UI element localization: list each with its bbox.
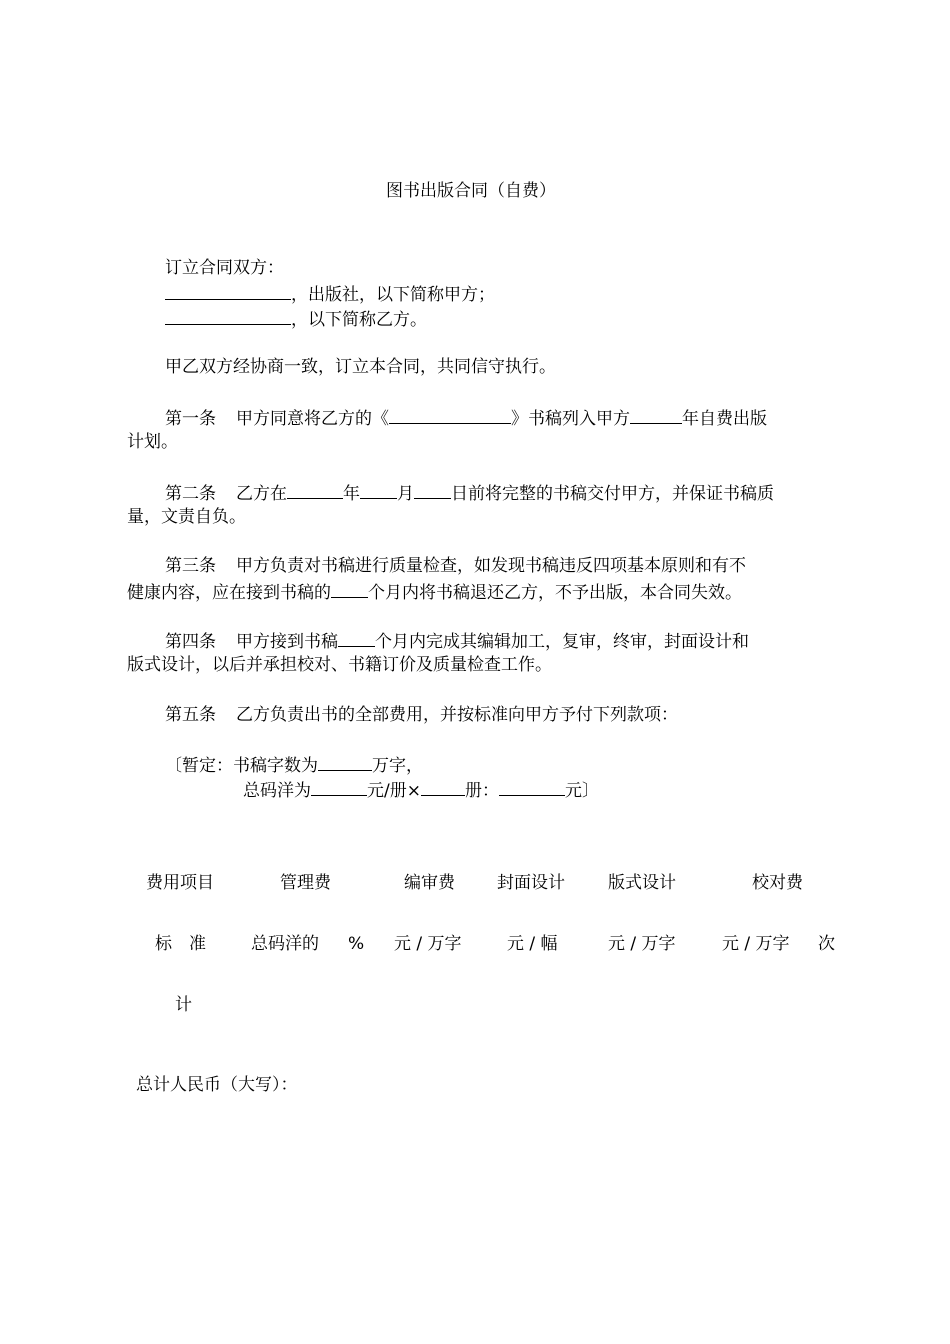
article-1-part-1: 甲方同意将乙方的《 xyxy=(236,409,389,429)
estimate-line-2-part-1: 总码洋为 xyxy=(243,781,311,801)
article-1-line-2: 计划。 xyxy=(127,432,178,452)
party-a-suffix: ，出版社，以下简称甲方； xyxy=(291,285,495,305)
book-title-blank xyxy=(389,405,511,424)
article-2-part-4: 日前将完整的书稿交付甲方，并保证书稿质 xyxy=(451,484,774,504)
total-price-blank xyxy=(499,777,565,796)
article-4-label: 第四条 xyxy=(165,632,216,652)
party-b-blank xyxy=(165,306,291,325)
estimate-line-1 xyxy=(165,752,423,778)
fee-header-proofreading: 校对费 xyxy=(752,873,803,893)
article-4-line-2: 版式设计，以后并承担校对、书籍订价及质量检查工作。 xyxy=(127,655,552,675)
article-1-label: 第一条 xyxy=(165,409,216,429)
article-4-line-1 xyxy=(165,628,749,654)
article-2-part-2: 年 xyxy=(343,484,360,504)
price-per-copy-blank xyxy=(311,777,367,796)
article-5-text: 乙方负责出书的全部费用，并按标准向甲方予付下列款项： xyxy=(236,705,678,725)
estimate-line-2-part-2: 元/册× xyxy=(367,781,421,801)
article-5-line xyxy=(165,703,678,727)
editing-months-blank xyxy=(338,628,375,647)
fee-standard-management: 总码洋的 xyxy=(251,934,319,954)
fee-subtotal-label: 计 xyxy=(175,995,192,1015)
article-2-part-3: 月 xyxy=(397,484,414,504)
article-3-text: 甲方负责对书稿进行质量检查，如发现书稿违反四项基本原则和有不 xyxy=(236,556,746,576)
total-rmb-label: 总计人民币（大写）： xyxy=(136,1075,298,1095)
parties-heading: 订立合同双方： xyxy=(165,258,284,278)
article-2-label: 第二条 xyxy=(165,484,216,504)
estimate-prefix: 〔暂定：书稿字数为 xyxy=(165,756,318,776)
fee-header-editing: 编审费 xyxy=(404,873,455,893)
fee-standard-cover: 元 / 幅 xyxy=(507,934,558,954)
estimate-line-2 xyxy=(243,777,599,803)
fee-standard-label: 标 准 xyxy=(155,934,206,954)
article-2-line-1 xyxy=(165,480,774,506)
plan-year-blank xyxy=(630,405,682,424)
article-2-line-2: 量，文责自负。 xyxy=(127,507,246,527)
article-4-part-2: 个月内完成其编辑加工，复审，终审，封面设计和 xyxy=(375,632,749,652)
delivery-year-blank xyxy=(287,480,343,499)
article-4-part-1: 甲方接到书稿 xyxy=(236,632,338,652)
article-3-line-1 xyxy=(165,554,746,578)
fee-header-item: 费用项目 xyxy=(146,873,214,893)
party-b-line xyxy=(165,306,427,332)
delivery-day-blank xyxy=(414,480,451,499)
estimate-wanzi: 万字， xyxy=(372,756,423,776)
article-3-label: 第三条 xyxy=(165,556,216,576)
article-3-line-2-part-2: 个月内将书稿退还乙方，不予出版，本合同失效。 xyxy=(368,583,742,603)
fee-header-management: 管理费 xyxy=(280,873,331,893)
article-3-line-2 xyxy=(127,579,742,605)
party-a-line xyxy=(165,281,495,307)
fee-header-cover-design: 封面设计 xyxy=(497,873,565,893)
fee-standard-editing: 元 / 万字 xyxy=(394,934,462,954)
article-1-line-1 xyxy=(165,405,767,431)
fee-standard-times: 次 xyxy=(818,934,835,954)
return-months-blank xyxy=(331,579,368,598)
fee-header-layout-design: 版式设计 xyxy=(608,873,676,893)
estimate-line-2-part-3: 册： xyxy=(464,781,499,801)
document-title: 图书出版合同（自费） xyxy=(386,181,556,201)
article-1-part-3: 年自费出版 xyxy=(682,409,767,429)
party-b-suffix: ，以下简称乙方。 xyxy=(291,310,427,330)
fee-standard-proofreading: 元 / 万字 xyxy=(722,934,790,954)
estimate-line-2-part-4: 元〕 xyxy=(564,781,599,801)
fee-standard-layout: 元 / 万字 xyxy=(608,934,676,954)
article-5-label: 第五条 xyxy=(165,705,216,725)
fee-standard-percent: % xyxy=(348,934,365,954)
article-2-part-1: 乙方在 xyxy=(236,484,287,504)
delivery-month-blank xyxy=(360,480,397,499)
word-count-blank xyxy=(318,752,372,771)
intro-text: 甲乙双方经协商一致，订立本合同，共同信守执行。 xyxy=(165,357,556,377)
article-1-part-2: 》书稿列入甲方 xyxy=(511,409,630,429)
party-a-blank xyxy=(165,281,291,300)
article-3-line-2-part-1: 健康内容，应在接到书稿的 xyxy=(127,583,331,603)
copies-blank xyxy=(421,777,465,796)
